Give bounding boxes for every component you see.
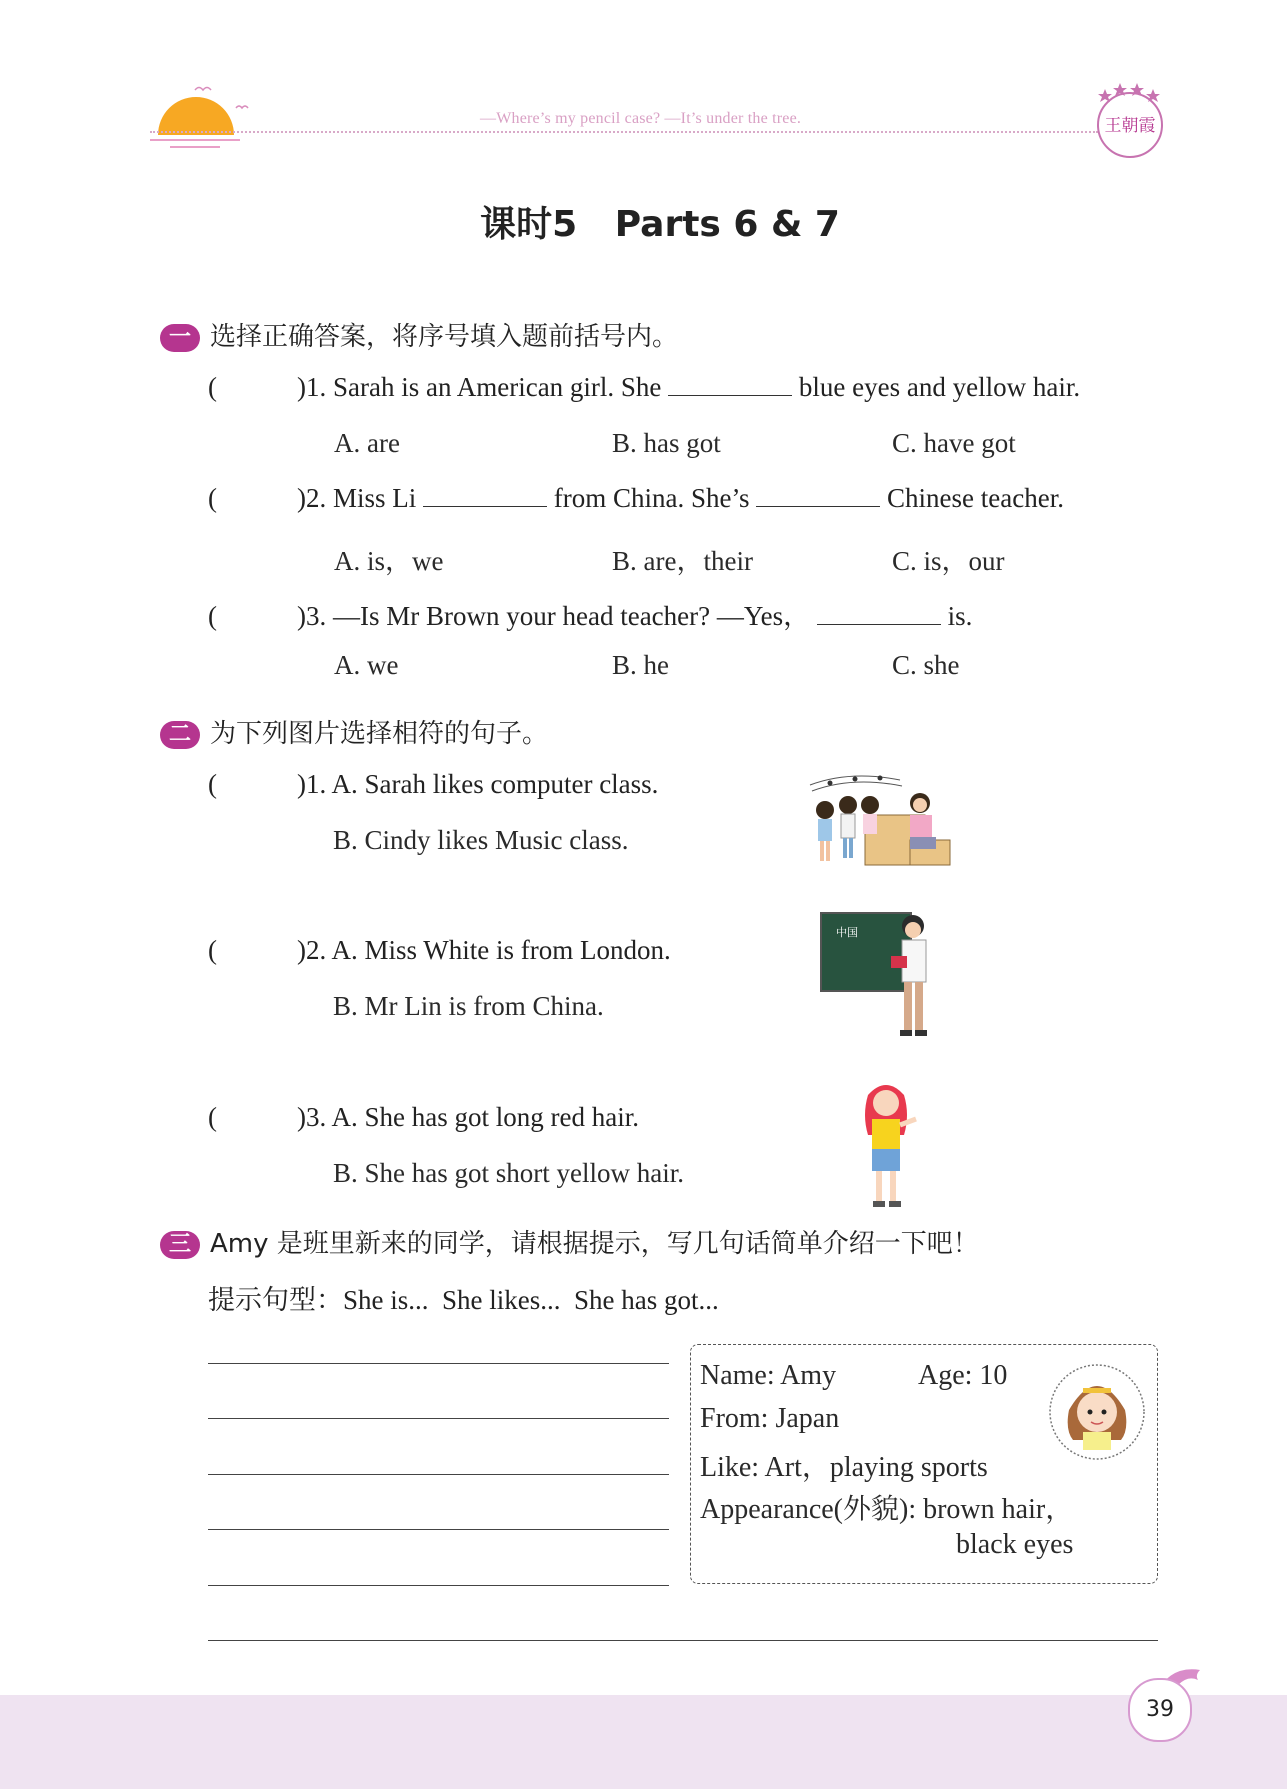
option: A. we (334, 650, 399, 680)
fill-blank[interactable] (668, 375, 792, 396)
fill-blank[interactable] (817, 604, 941, 625)
sun-icon (150, 80, 260, 155)
section2-heading (160, 713, 548, 750)
choice-b: B. Cindy likes Music class. (333, 825, 629, 855)
info-like: Like: Art，playing sports (700, 1452, 988, 1483)
section1-heading-text: 选择正确答案，将序号填入题前括号内。 (210, 322, 679, 352)
svg-text:中国: 中国 (836, 926, 858, 939)
question-3: ( )3. —Is Mr Brown your head teacher? —Yes， is. (208, 601, 973, 631)
picture-question-3: ( )3. A. She has got long red hair. (208, 1102, 639, 1132)
info-age: Age: 10 (918, 1360, 1008, 1391)
section-badge: 三 (160, 1231, 200, 1259)
teacher-blackboard-illustration (818, 908, 943, 1050)
picture-question-1: ( )1. A. Sarah likes computer class. (208, 769, 659, 799)
sentence-hint: 提示句型：She is... She likes... She has got... (208, 1285, 719, 1315)
section3-heading (160, 1223, 979, 1260)
writing-line[interactable] (208, 1363, 669, 1364)
red-hair-girl-illustration (848, 1075, 928, 1215)
writing-line[interactable] (208, 1640, 1158, 1641)
header-tagline: —Where’s my pencil case? —It’s under the tree. (480, 110, 802, 127)
writing-line[interactable] (208, 1474, 669, 1475)
header-rule (150, 131, 1098, 133)
section-badge: 一 (160, 324, 200, 352)
question-1: ( )1. Sarah is an American girl. She blue eyes and yellow hair. (208, 372, 1081, 402)
svg-text:王朝霞: 王朝霞 (1104, 116, 1156, 136)
option: A. are (334, 428, 400, 458)
choice-b: B. Mr Lin is from China. (333, 991, 604, 1021)
section2-heading-text: 为下列图片选择相符的句子。 (210, 719, 549, 749)
info-appearance: Appearance(外貌): brown hair， (700, 1494, 1074, 1525)
option: B. has got (612, 428, 721, 458)
section3-heading-text: Amy 是班里新来的同学，请根据提示，写几句话简单介绍一下吧！ (210, 1229, 979, 1259)
option: C. is，our (892, 546, 1005, 576)
music-class-illustration (800, 765, 960, 880)
section1-heading (160, 316, 678, 353)
page-title: 课时5 Parts 6 & 7 (480, 204, 840, 245)
fill-blank[interactable] (423, 486, 547, 507)
writing-line[interactable] (208, 1418, 669, 1419)
brand-logo-icon (1085, 75, 1175, 165)
picture-question-2: ( )2. A. Miss White is from London. (208, 935, 671, 965)
option: B. are，their (612, 546, 753, 576)
fill-blank[interactable] (756, 486, 880, 507)
writing-line[interactable] (208, 1585, 669, 1586)
option: C. she (892, 650, 960, 680)
option: B. he (612, 650, 669, 680)
question-2: ( )2. Miss Li from China. She’s Chinese teacher. (208, 483, 1064, 513)
writing-line[interactable] (208, 1529, 669, 1530)
footer-band (0, 1695, 1287, 1789)
page-number: 39 (1128, 1678, 1192, 1742)
info-name: Name: Amy (700, 1360, 837, 1391)
option: A. is，we (334, 546, 444, 576)
info-from: From: Japan (700, 1403, 840, 1434)
amy-portrait-illustration (1047, 1362, 1147, 1462)
info-appearance-2: black eyes (956, 1529, 1074, 1560)
option: C. have got (892, 428, 1016, 458)
section-badge: 二 (160, 721, 200, 749)
choice-b: B. She has got short yellow hair. (333, 1158, 684, 1188)
